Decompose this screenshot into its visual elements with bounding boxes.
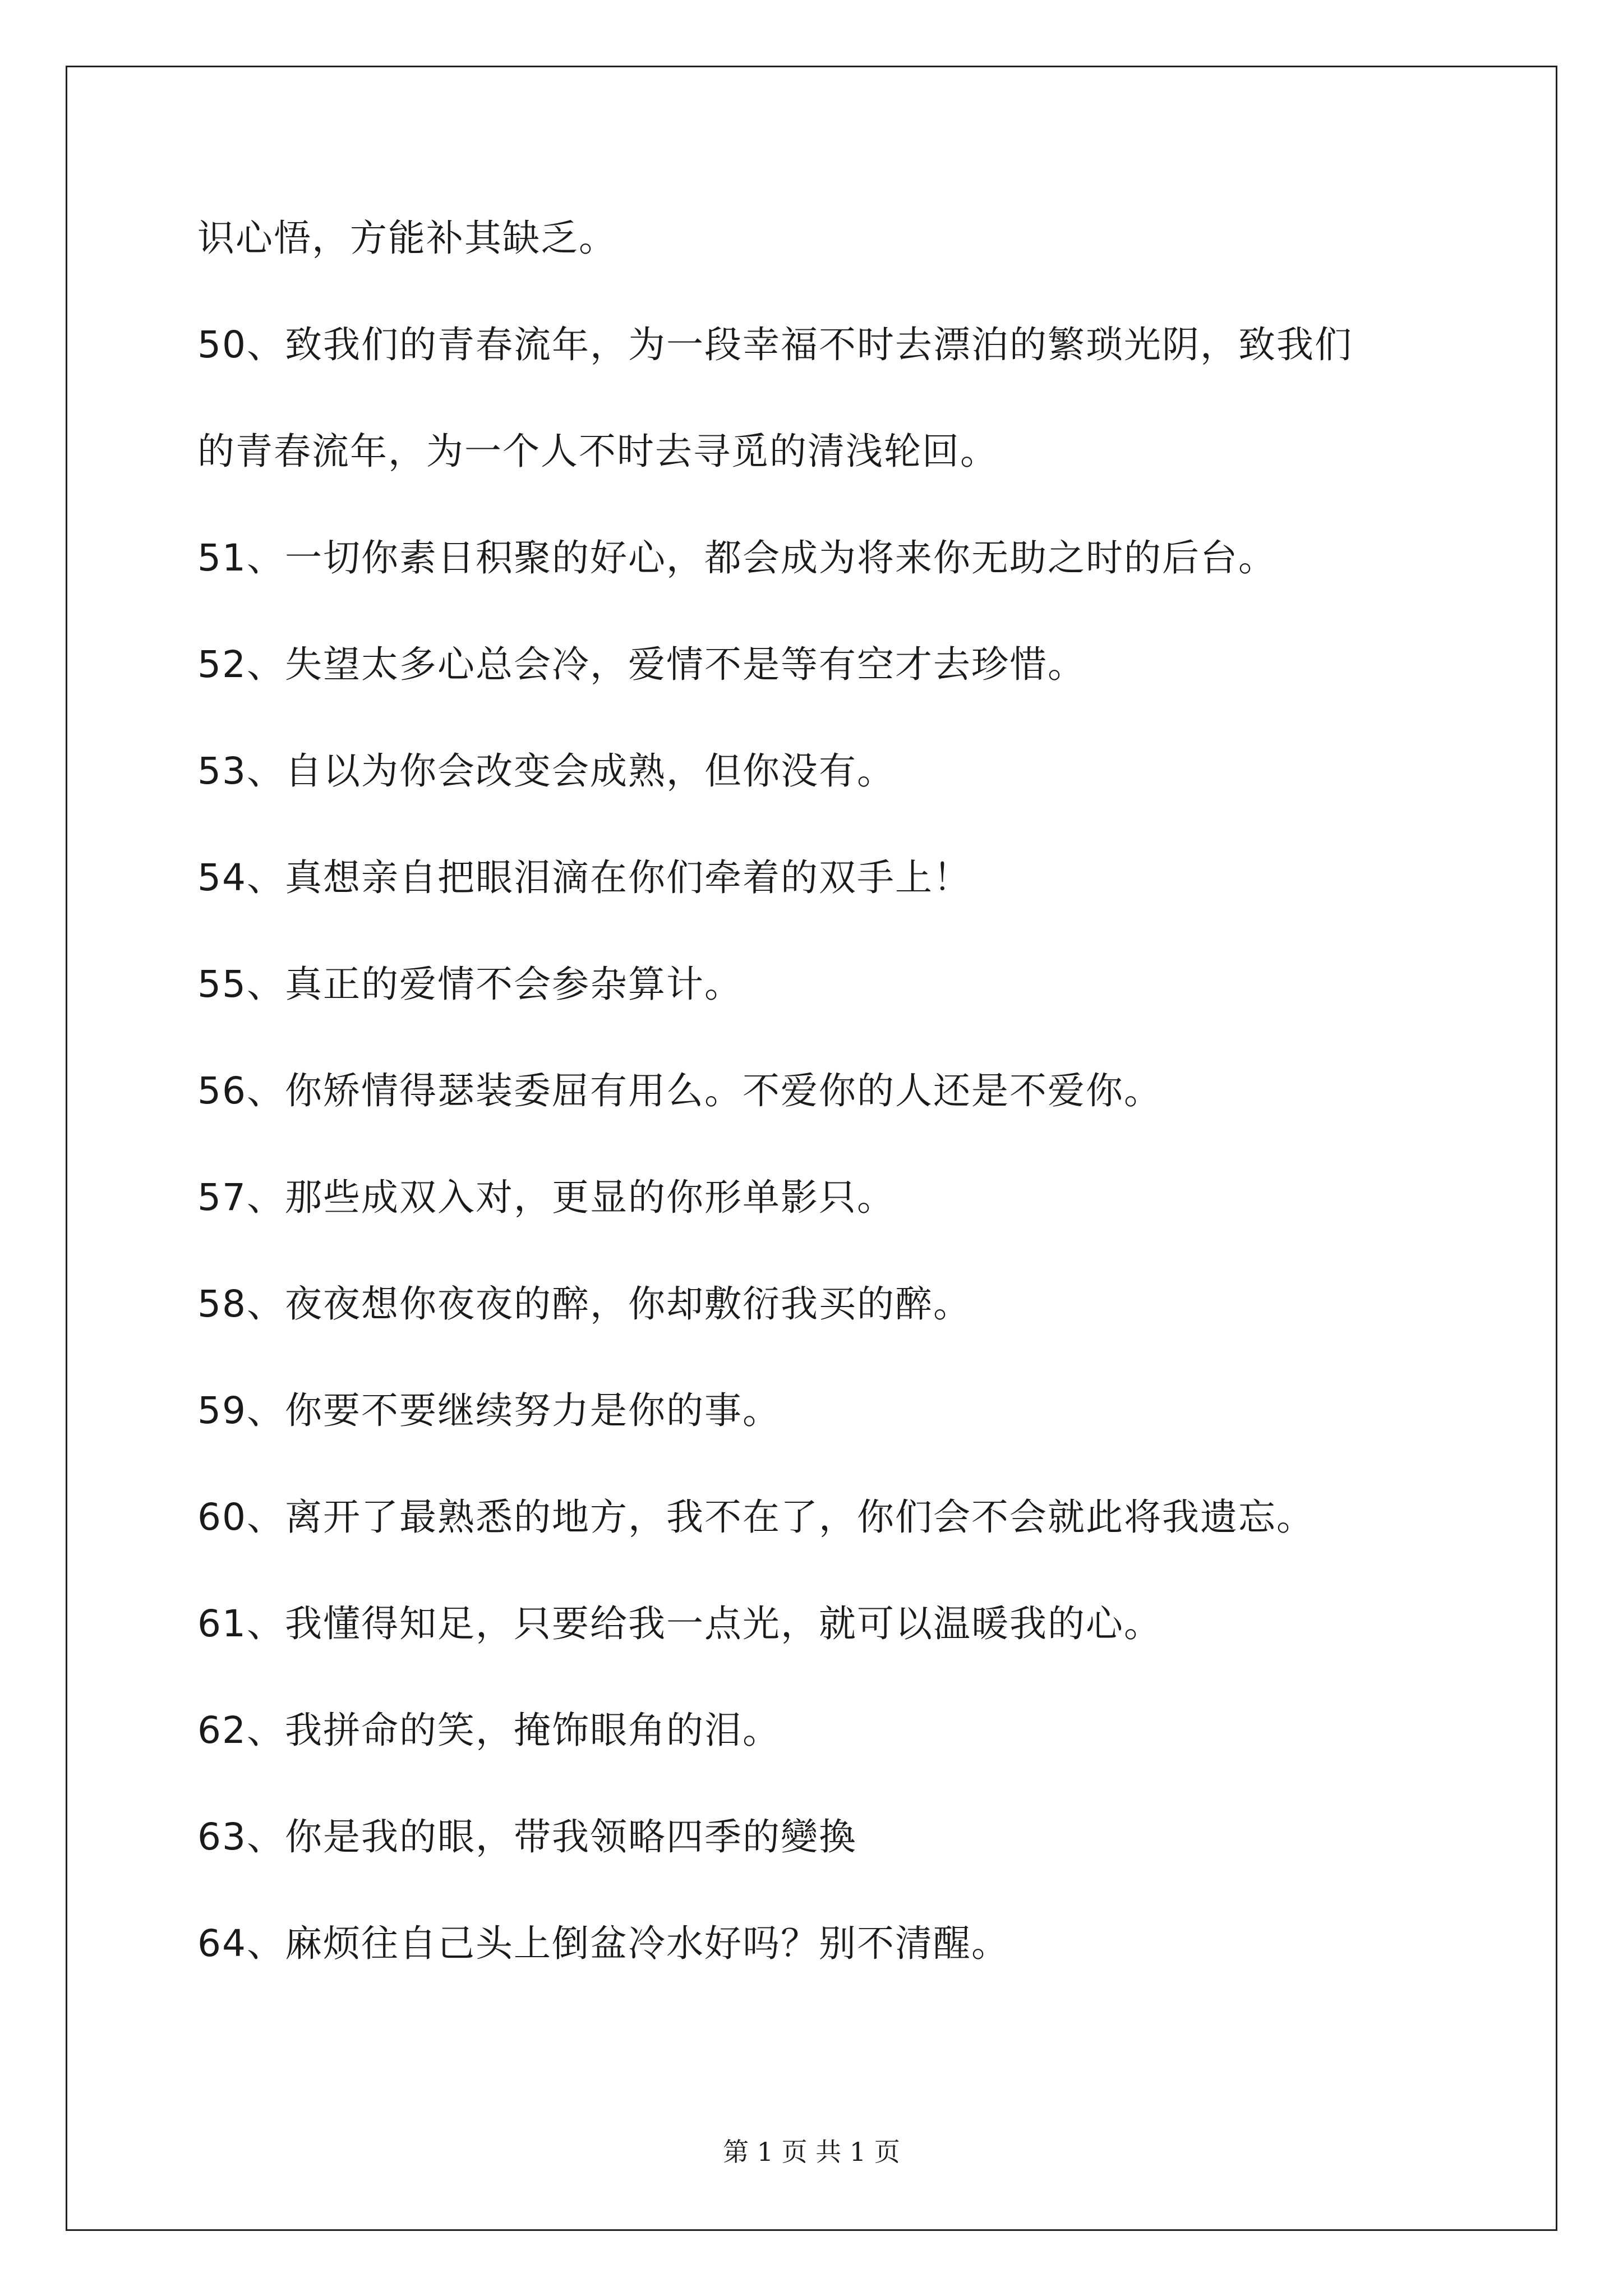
text-line: 58、夜夜想你夜夜的醉，你却敷衍我买的醉。 [197, 1282, 971, 1326]
text-line: 61、我懂得知足，只要给我一点光，就可以温暖我的心。 [197, 1602, 1162, 1645]
text-line: 54、真想亲自把眼泪滴在你们牵着的双手上！ [197, 856, 971, 899]
text-line: 52、失望太多心总会冷，爱情不是等有空才去珍惜。 [197, 643, 1086, 686]
text-line: 62、我拼命的笑，掩饰眼角的泪。 [197, 1709, 781, 1752]
text-line: 59、你要不要继续努力是你的事。 [197, 1389, 781, 1432]
text-line: 的青春流年，为一个人不时去寻觅的清浅轮回。 [197, 430, 998, 473]
text-line: 识心悟，方能补其缺乏。 [197, 217, 617, 260]
text-line: 55、真正的爱情不会参杂算计。 [197, 963, 743, 1006]
text-line: 60、离开了最熟悉的地方，我不在了，你们会不会就此将我遗忘。 [197, 1496, 1315, 1539]
text-line: 63、你是我的眼，带我领略四季的變換 [197, 1815, 857, 1858]
document-body [197, 216, 1487, 2028]
text-line: 51、一切你素日积聚的好心，都会成为将来你无助之时的后台。 [197, 536, 1276, 579]
page-footer: 第 1 页 共 1 页 [723, 2137, 900, 2167]
text-line: 50、致我们的青春流年，为一段幸福不时去漂泊的繁琐光阴，致我们 [197, 323, 1353, 366]
text-line: 56、你矫情得瑟装委屈有用么。不爱你的人还是不爱你。 [197, 1069, 1162, 1112]
text-line: 57、那些成双入对，更显的你形单影只。 [197, 1176, 895, 1219]
text-line: 64、麻烦往自己头上倒盆冷水好吗？别不清醒。 [197, 1922, 1009, 1965]
text-line: 53、自以为你会改变会成熟，但你没有。 [197, 749, 895, 793]
